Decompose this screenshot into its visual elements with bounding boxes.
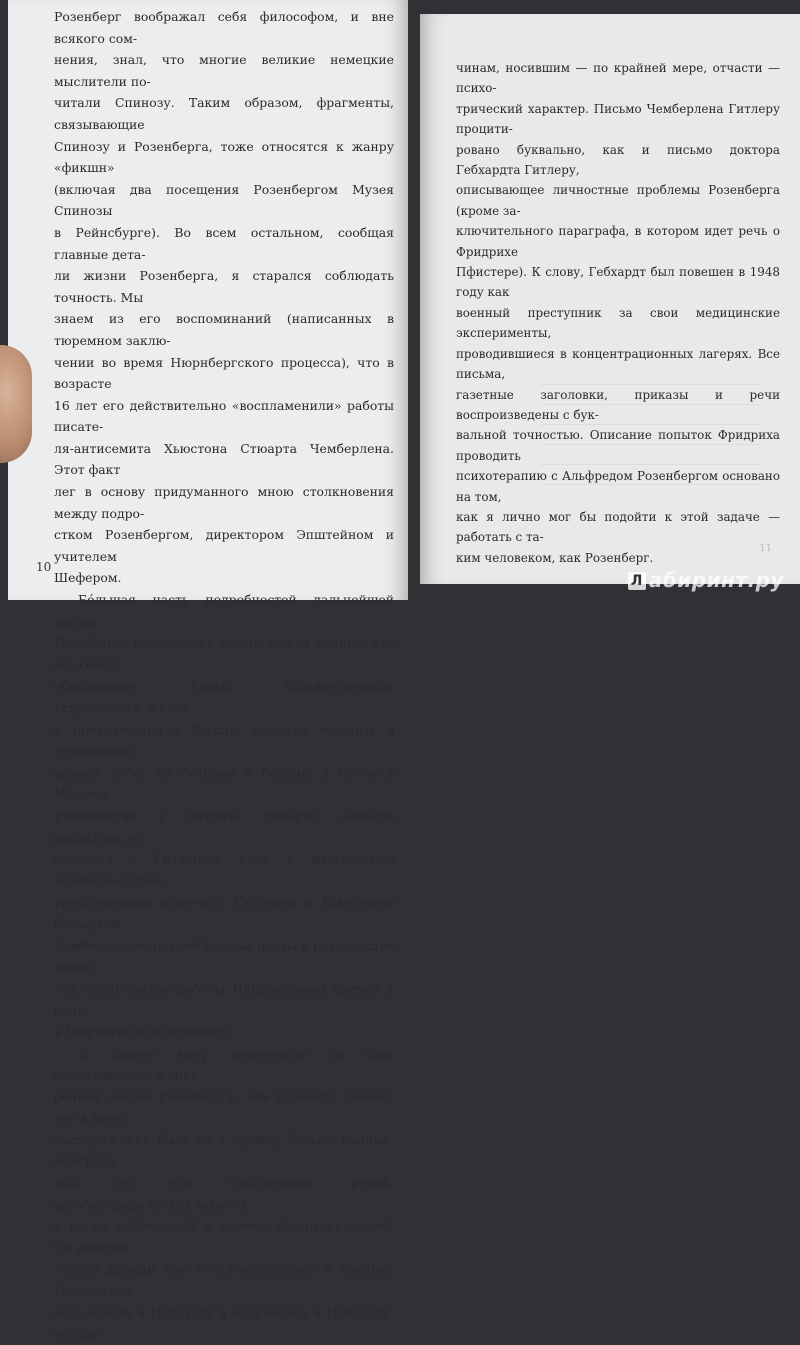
bleed-through-text xyxy=(540,384,760,504)
right-page-number: 11 xyxy=(759,543,772,554)
left-paragraph-3: Я скорее могу поручиться за свое представление о внут- ренней жизни Розенберга, чем Спинозы, потому что в моем распоряжении было не в пример больше данных, почерпну- тых из его собственных речей, автобиографических заметок, а также наблюдений и замечаний других людей. Он действи- тельно дважды был госпитализирован в клинику Гогенлихен: на 3 недели в 1935 году и на 6 недель в 1936 году, по при- xyxy=(54,1045,394,1342)
labirint-logo-icon: Л xyxy=(628,572,646,590)
left-paragraph-2: Бóльшая часть подробностей дальнейшей жизни Розенберга основана на исторических данных: это его семья, образование, браки, художественные устремления, жизнь и приключения в России, попытка вступить в германскую армию, побег из Эстонии в Берлин, а потом в Мюнхен, ученичество у Дитриха Эккарта, карьера редактора, от- ношения с Гитлером, роль в мюнхенском «пивном» путче, трехсторонняя встреча с Гитлером и Хьюстоном Стюартом Чемберленом, разнообразные посты в руководстве нацис- тов, писательские работы, Национальная премия и роль в Нюрнбергском процессе. xyxy=(54,592,394,1039)
left-page-number: 10 xyxy=(36,560,52,574)
left-paragraph-1: Розенберг воображал себя философом, и вне всякого сом- нения, знал, что многие великие немецкие мыслители по- читали Спинозу. Таким образом, фрагменты, связывающие Спинозу и Розенберга, тоже относятся к жанру «фикшн» (включая два посещения Розенбергом Музея Спинозы в Рейнсбурге). Во всем остальном, сообщая главные дета- ли жизни Розенберга, я старался соблюдать точность. Мы знаем из его воспоминаний (написанных в тюремном заклю- чении во время Нюрнбергского процесса), что в возрасте 16 лет его действительно «воспламенили» работы писате- ля-антисемита Хьюстона Стюарта Чемберлена. Этот факт лег в основу придуманного мною столкновения между подро- стком Розенбергом, директором Эпштейном и учителем Шефером. xyxy=(54,9,394,586)
left-page xyxy=(8,0,408,1342)
watermark xyxy=(628,568,784,592)
thumb xyxy=(0,345,32,463)
right-paragraph-1: чинам, носившим — по крайней мере, отчасти — психо- трический характер. Письмо Чемберлена Гитлеру процити- ровано буквально, как и письмо доктора Гебхардта Гитлеру, описывающее личностные проблемы Розенберга (кроме за- ключительного параграфа, в котором идет речь о Фридрихе Пфистере). К слову, Гебхардт был повешен в 1948 году как военный преступник за свои медицинские эксперименты, проводившиеся в концентрационных лагерях. Все письма, газетные заголовки, приказы и речи воспроизведены с бук- вальной точностью. Описание попыток Фридриха проводить психотерапию с Альфредом Розенбергом основано на том, как я лично мог бы подойти к этой задаче — работать с та- ким человеком, как Розенберг. xyxy=(456,61,780,565)
right-page xyxy=(420,14,800,584)
watermark-text: абиринт.ру xyxy=(648,568,784,592)
